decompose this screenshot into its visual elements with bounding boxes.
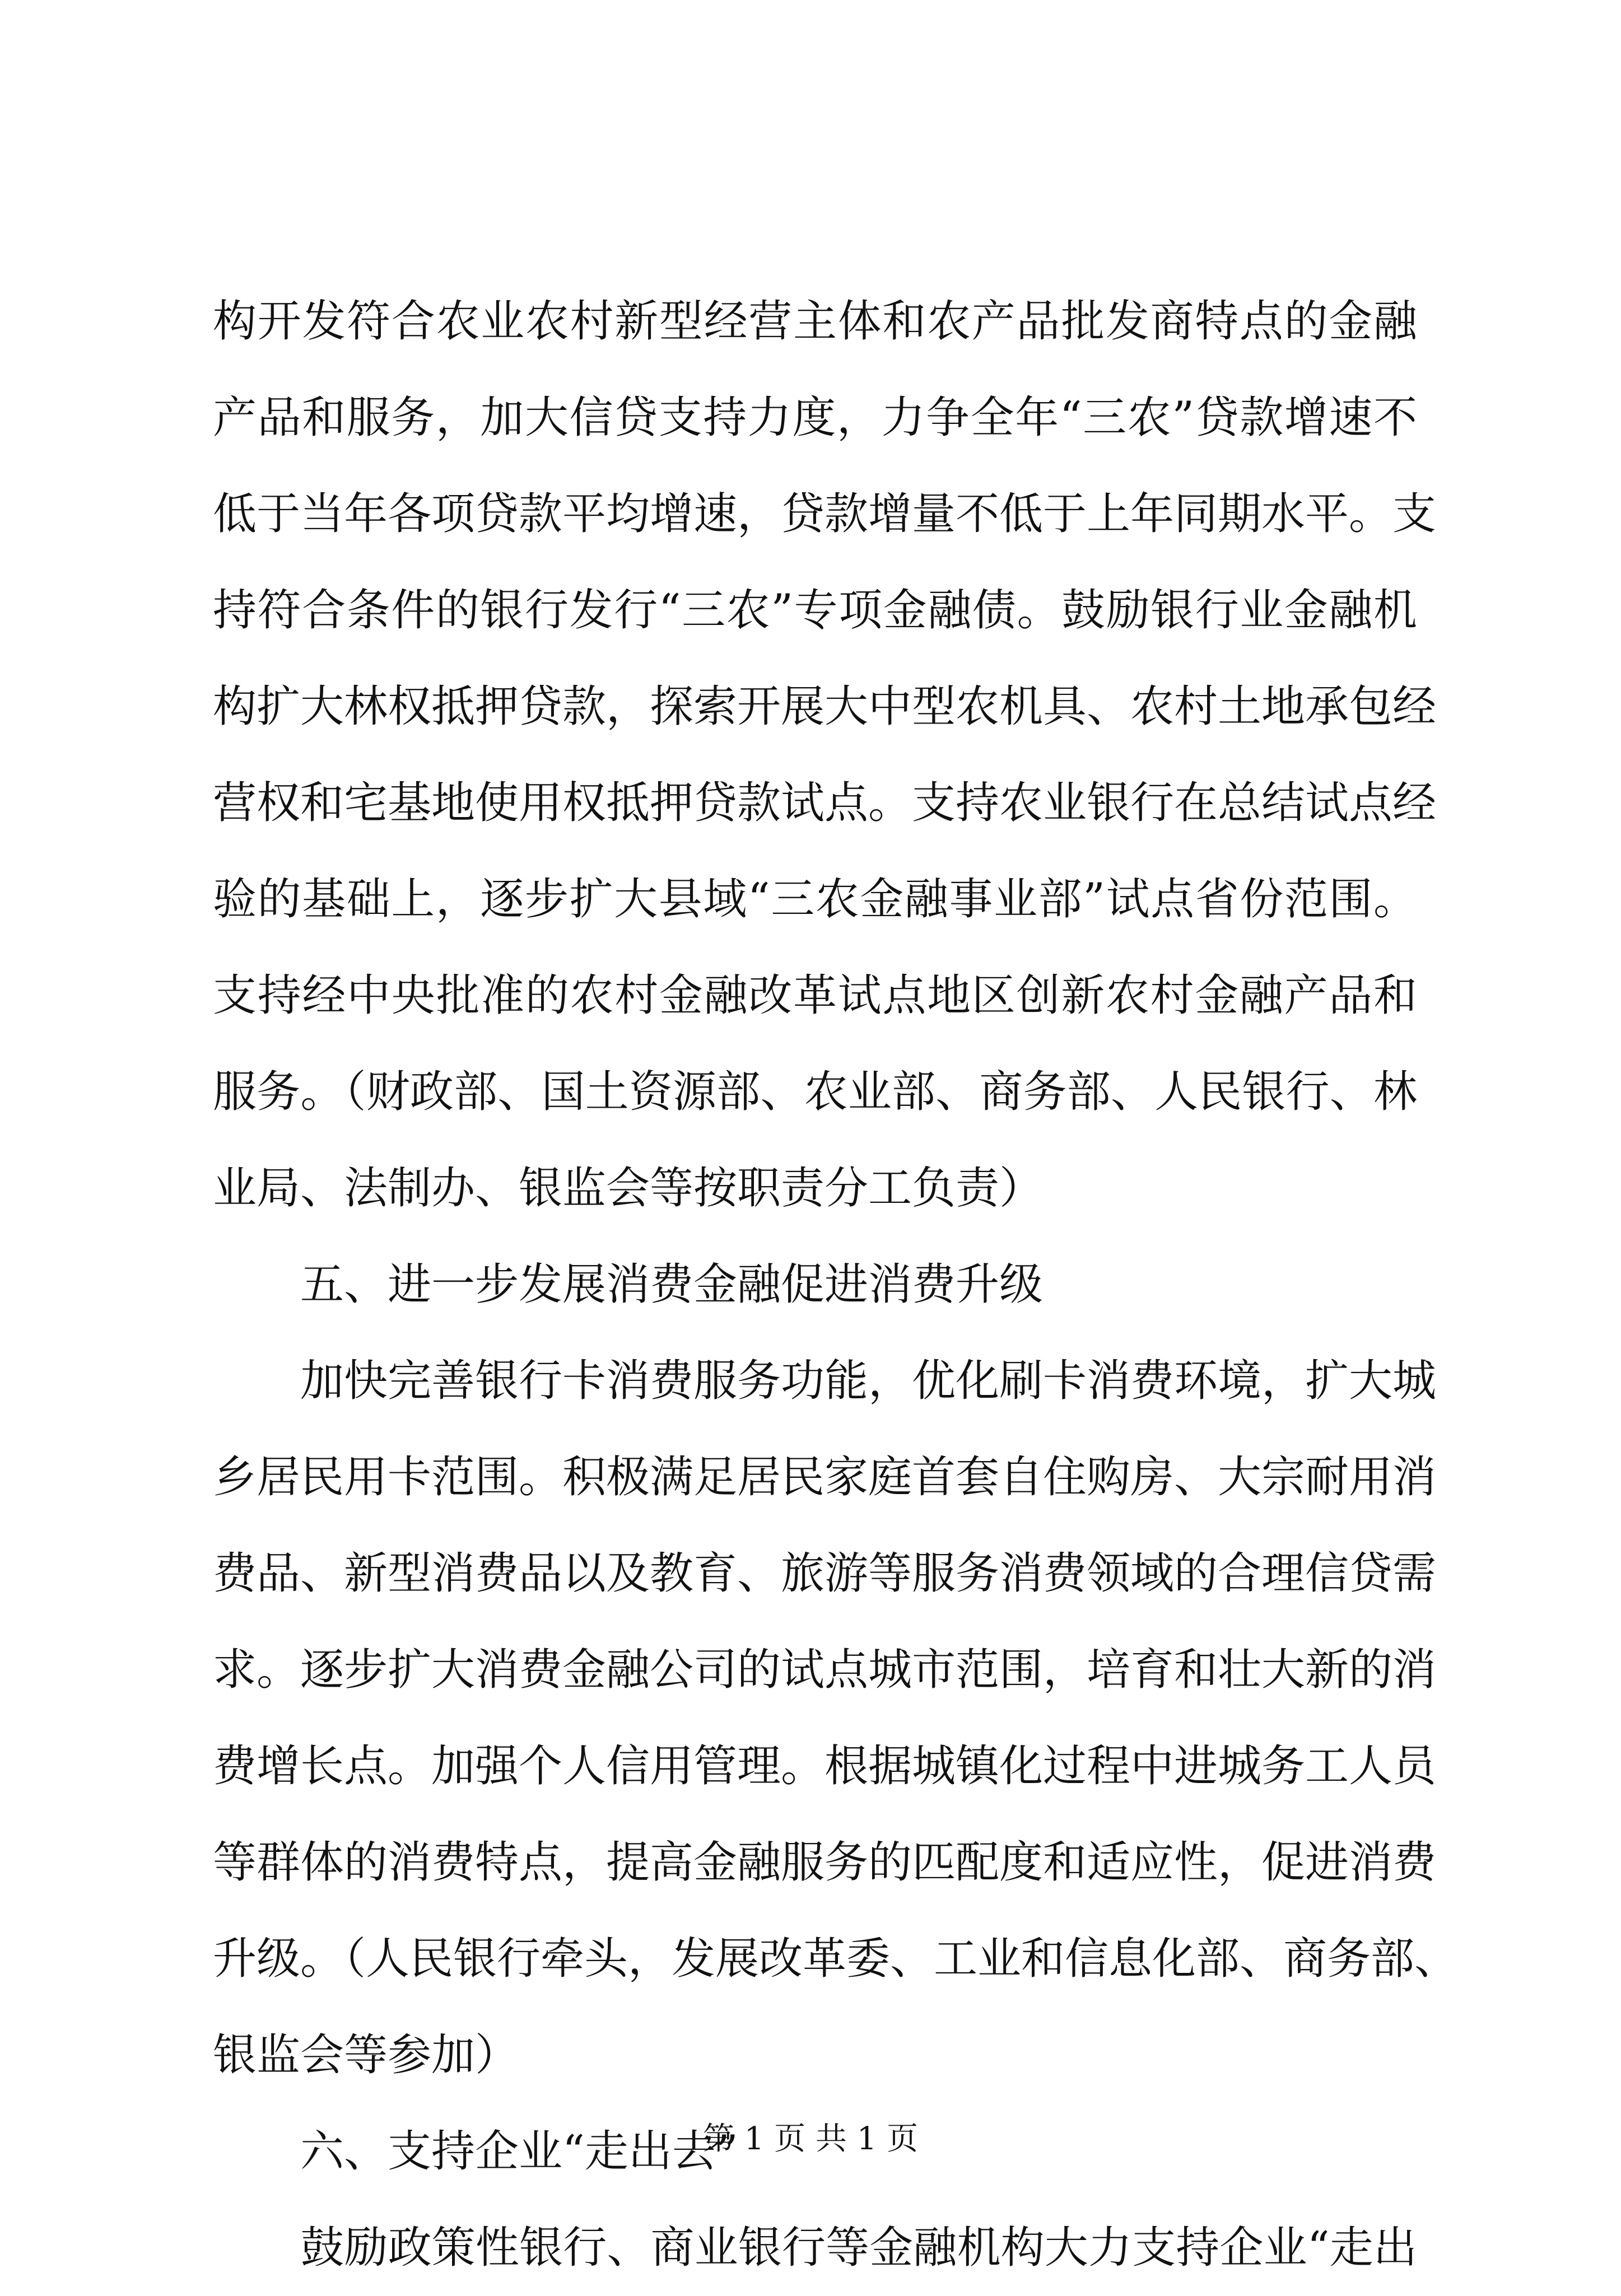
text-line: 等群体的消费特点，提高金融服务的匹配度和适应性，促进消费 xyxy=(213,1837,1437,1888)
text-line: 构扩大林权抵押贷款，探索开展大中型农机具、农村土地承包经 xyxy=(213,682,1437,732)
text-line: 银监会等参加） xyxy=(213,2030,519,2080)
text-line: 产品和服务，加大信贷支持力度，力争全年“三农”贷款增速不 xyxy=(213,393,1417,443)
text-line: 六、支持企业“走出去” xyxy=(213,2126,738,2177)
text-line: 支持经中央批准的农村金融改革试点地区创新农村金融产品和 xyxy=(213,970,1417,1021)
text-line: 持符合条件的银行发行“三农”专项金融债。鼓励银行业金融机 xyxy=(213,585,1417,636)
text-line: 费品、新型消费品以及教育、旅游等服务消费领域的合理信贷需 xyxy=(213,1548,1437,1599)
document-body xyxy=(213,273,1459,2296)
page-footer: 第 1 页 共 1 页 xyxy=(702,2121,919,2157)
text-line: 乡居民用卡范围。积极满足居民家庭首套自住购房、大宗耐用消 xyxy=(213,1452,1437,1502)
text-line: 业局、法制办、银监会等按职责分工负责） xyxy=(213,1163,1044,1214)
text-line: 鼓励政策性银行、商业银行等金融机构大力支持企业“走出 xyxy=(213,2223,1417,2273)
text-line: 营权和宅基地使用权抵押贷款试点。支持农业银行在总结试点经 xyxy=(213,778,1437,828)
text-line: 加快完善银行卡消费服务功能，优化刷卡消费环境，扩大城 xyxy=(213,1356,1437,1406)
text-line: 五、进一步发展消费金融促进消费升级 xyxy=(213,1259,1044,1310)
text-line: 费增长点。加强个人信用管理。根据城镇化过程中进城务工人员 xyxy=(213,1741,1437,1791)
text-line: 升级。（人民银行牵头，发展改革委、工业和信息化部、商务部、 xyxy=(213,1934,1459,1984)
text-line: 求。逐步扩大消费金融公司的试点城市范围，培育和壮大新的消 xyxy=(213,1645,1437,1695)
text-line: 验的基础上，逐步扩大县域“三农金融事业部”试点省份范围。 xyxy=(213,874,1417,925)
text-line: 构开发符合农业农村新型经营主体和农产品批发商特点的金融 xyxy=(213,296,1417,347)
text-line: 低于当年各项贷款平均增速，贷款增量不低于上年同期水平。支 xyxy=(213,489,1437,539)
text-line: 服务。（财政部、国土资源部、农业部、商务部、人民银行、林 xyxy=(213,1067,1417,1117)
